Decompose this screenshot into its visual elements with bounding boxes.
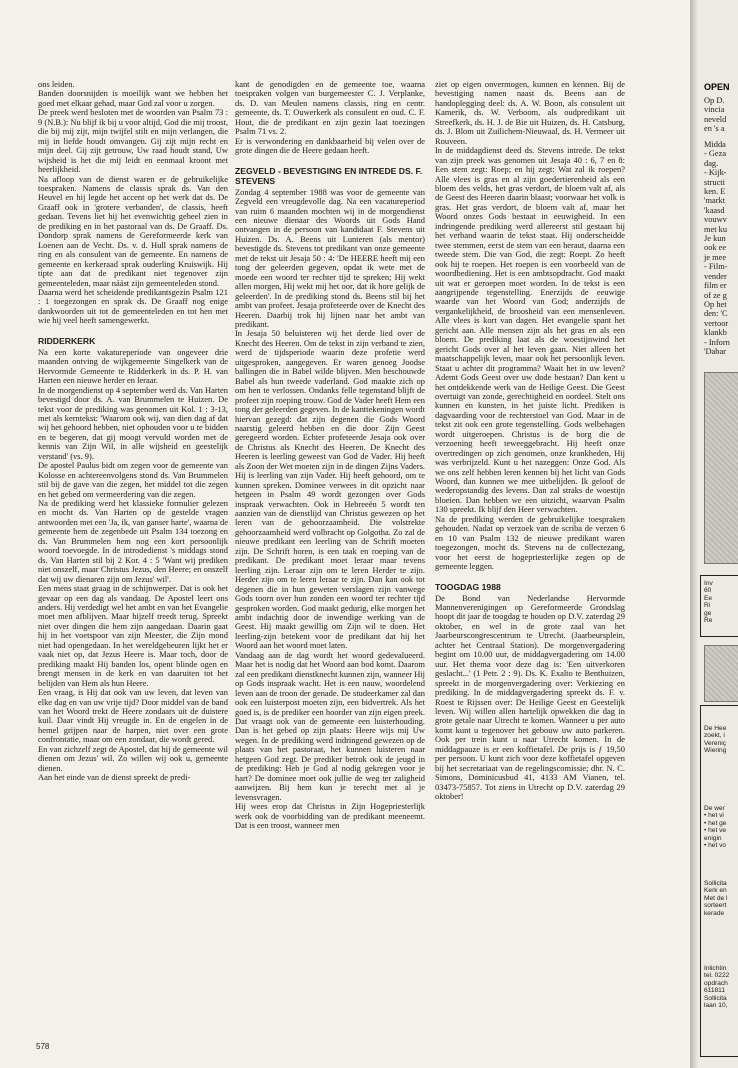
next-page-line: Op D. [704, 96, 725, 105]
paragraph: Banden doorsnijden is moeilijk want we hebben het goed met elkaar gehad, maar God zal voor u zorgen. [38, 88, 228, 108]
next-page-line: Sollicita [704, 994, 727, 1002]
next-page-line: film er [704, 281, 727, 291]
next-page-line: De wer [704, 805, 725, 812]
next-page-heading: OPEN [704, 82, 730, 92]
paragraph: Na de prediking werd het klassieke formulier gelezen en mocht ds. Van Harten op de gestelde vragen antwoorden met een 'Ja, ik, van ganser harte', waarna de gemeente hem de zegenbede uit Psalm 134 toezong en ds. Van Brummelen hem nog een kort persoonlijk woord toevoegde. In de introdedienst 's middags stond ds. Van Harten stil bij 2 Kor. 4 : 5 'Want wij prediken niet onszelf, maar Christus Jezus, den Heere; en onszelf dat wij uw dienaren zijn om Jezus' wil'. [38, 498, 228, 584]
next-page-line: • het vi [704, 812, 724, 820]
paragraph: Aan het einde van de dienst spreekt de predi- [38, 772, 191, 783]
next-page-line: Ee [704, 594, 713, 602]
next-page-line: Inlichtin [704, 965, 727, 972]
next-page-line: neveld [704, 114, 727, 124]
next-page-line: tel. 0222 [704, 972, 730, 980]
column-1 [38, 80, 228, 1052]
paragraph: De Bond van Nederlandse Hervormde Mannenverenigingen op Gereformeerde Grondslag hoopt dit jaar de toogdag te houden op D.V. zaterdag 29 oktober, en wel in de grote zaal van het Jaarbeurscongrescentrum te Utrecht. (Jaarbeursplein, achter het Centraal Station). De morgenvergadering begint om 10.00 uur, de middagvergadering om 14.00 uur. Het thema voor deze dag is: 'Een uitverkoren geslacht...' (1 Petr. 2 : 9). Ds. K. Exalto te Benthuizen, spreekt in de morgenvergadering over: Verkiezing en prediking. In de middagvergadering spreekt ds. F. v. Roest te Rijssen over: De Heilige Geest en Geestelijk leven. Wij willen allen hartelijk opwekken die dag in grote getale naar Utrecht te komen. Wanneer u per auto komt kunt u tegenover het gebouw uw auto parkeren. Ook per trein kunt u naar Utrecht komen. In de middagpauze is er een koffietafel. De prijs is ƒ 19,50 per persoon. U kunt zich voor deze koffietafel opgeven bij het secretariaat van de regelingscomissie; dhr. N. C. Simons, Dominicusbud 41, 4133 AM Vianen, tel. 03473-75857. Tot ziens in Utrecht op D.V. zaterdag 29 oktober! [435, 592, 625, 802]
next-page-line: zoekt, i [704, 732, 725, 740]
next-page-line: of ze g [704, 290, 727, 300]
paragraph: Een vraag, is Hij dat ook van uw leven, dat leven van elke dag en van uw vrije tijd? Door middel van de band van het Woord trekt de Heere zondaars uit de duistere kuil. Daar vindt Hij vreugde in. En de engelen in de hemel grijpen naar de harpen, niet over een grote confrontatie, maar om een zondaar, die wordt gered. [38, 687, 228, 745]
paragraph: Er is verwondering en dankbaarheid bij velen over de grote dingen die de Heere gedaan heeft. [235, 135, 425, 156]
next-page-line: 'kaasd [704, 205, 725, 215]
next-page-line: Ri [704, 602, 711, 610]
next-page-line: met ku [704, 224, 728, 234]
next-page-line: • het ve [704, 827, 727, 835]
paragraph: ziet op eigen onvermogen, kunnen en kennen. Bij de bevestiging namen naast ds. Beens aan de handoplegging deel: ds. A. W. Boon, als consulent uit Kamerik, ds. W. Verboom, als oudpredikant uit Streefkerk, ds. H. J. de Bie uit Huizen, ds. H. Catsburg, ds. J. Blom uit Zuilichem-Nieuwaal, ds. H. Vermeer uit Rouveen. [435, 80, 625, 146]
next-page-line: vincia [704, 105, 725, 115]
next-page-line: - Kijk- [704, 168, 727, 178]
page-number: 578 [36, 1042, 50, 1051]
section-heading-zegveld: ZEGVELD - BEVESTIGING EN INTREDE DS. F. STEVENS [235, 165, 423, 186]
column-3 [435, 80, 625, 1052]
paragraph: ons leiden. [38, 80, 75, 89]
next-page-line: den: 'C [704, 309, 728, 319]
next-page-line: ook ee [704, 243, 727, 253]
next-page-line: 60 [704, 587, 712, 595]
next-page-line: - Inforn [704, 337, 730, 347]
paragraph: Na afloop van de dienst waren er de gebruikelijke toespraken. Namens de classis sprak ds. Van den Heuvel en hij legde het accent op het werk dat ds. De Graaff ook in 'grotere verbanden', de classis, heeft gedaan. Tevens liet hij het evenwichtig geheel zien in de prediking en in het pastoraal van ds. De Graaff. Ds. Dondorp sprak namens de Gereformeerde kerk van Loenen aan de Vecht. Ds. v. d. Hull sprak namens de ring en als consulent van de gemeente. En namens de gemeente en kerkeraad sprak ouderling Kruiswijk. Hij tipte aan dat de predikant niet tegenover zijn gemeenteleden, maar náást zijn gemeenteleden stond. [38, 173, 228, 288]
paragraph: Na een korte vakatureperiode van ongeveer drie maanden ontving de wijkgemeente Singelkerk van de Hervormde Gemeente te Ridderkerk in ds. P. H. van Harten een nieuwe herder en leraar. [38, 346, 228, 386]
next-page-ad-text [704, 880, 727, 917]
page-gutter [690, 0, 698, 1068]
next-page-line: opdrach [704, 979, 728, 987]
next-page-line: Midda [704, 140, 726, 149]
next-page-line: vender [704, 271, 727, 281]
next-page-line: De Hee [704, 725, 727, 732]
next-page-line: Op het [704, 299, 727, 309]
paragraph: Vandaag aan de dag wordt het woord gedevalueerd. Maar het is nodig dat het Woord aan bod komt. Daarom zal een predikant dienstknecht kunnen zijn, wanneer Hij op Gods inspraak wacht. Het is een nauw, woordelend leven aan de troon der genade. De studeerkamer zal dan ook een luisterpost moeten zijn, een bidvertrek. Als het goed is, is de prediker een hoorder van zijn eigen preek. Dat vraagt ook van de gemeente een luisterhouding. Dan is het gebed op zijn plaats: Heere wijs mij Uw wegen. In de prediking werd indringend gewezen op de plaats van het pastoraat, het kunnen luisteren naar hetgeen God zegt. De prediker betrok ook de jeugd in de prediking: Heb je God al nodig gekregen voor je hart? De dominee moet ook jullie de weg ter zaligheid aanwijzen. Bij hem kun je terecht met al je levensvragen. [235, 649, 425, 802]
next-page-text-block [704, 96, 726, 134]
next-page-line: structi [704, 177, 725, 187]
next-page-photo [704, 372, 738, 564]
section-heading-toogdag: TOOGDAG 1988 [435, 581, 501, 592]
next-page-line: Wiering [704, 747, 727, 755]
next-page-line: je mee [704, 252, 727, 262]
next-page-line: Je kun [704, 234, 726, 244]
paragraph: In de morgendienst op 4 september werd ds. Van Harten bevestigd door ds. A. van Brummelen te Huizen. De tekst voor de prediking was genomen uit Kol. 1 : 3-13, met als kerntekst: 'Waarom ook wij, van dien dag af dat wij het gehoord hebben, niet ophouden voor u te bidden en te begeren, dat gij moogt vervuld worden met de kennis van Zijn Wil, in alle wijsheid en geestelijk verstand' (vs. 9). [38, 384, 228, 461]
paragraph: En van zichzelf zegt de Apostel, dat hij de gemeente wil dienen om Jezus' wil. Zo willen wij ook u, gemeente dienen. [38, 743, 228, 773]
next-page-line: ken. E [704, 187, 726, 197]
paragraph: Een mens staat graag in de schijnwerper. Dat is ook het gevaar op een dag als vandaag. De Apostel leert ons anders. Hij verdedigt wel het ambt en van het Evangelie moet men afblijven. Maar hijzelf treedt terug. Spreekt niet over dingen die hem zijn aangedaan. Daarin gaat hij in het voetspoor van zijn Meester, die Zijn mond niet had opengedaan. In het wereldgebeuren lijkt het er vaak niet op, dat Jezus Heere is. Maar toch, door de prediking maakt Hij banden los, opent blinde ogen en brengt mensen in de kerk en van daaruiten tot het belijden van Hem als hun Heere. [38, 583, 228, 688]
next-page-line: Met de l [704, 894, 728, 902]
next-page-line: klankb [704, 328, 727, 338]
next-page-line: sorteert [704, 902, 727, 910]
next-page-line: vertoor [704, 318, 729, 328]
next-page-ad-text [704, 725, 726, 755]
next-page-line: 'markt [704, 196, 726, 206]
paragraph: Na de prediking werden de gebruikelijke toespraken gehouden. Nadat op verzoek van de scriba de verzen 6 en 10 van Psalm 132 de nieuwe predikant waren toegezongen, mocht ds. Stevens na de collectezang, voor het eerst de hogepriesterlijke zegen op de gemeente leggen. [435, 513, 625, 572]
paragraph: Daarna werd het scheidende predikantsgezin Psalm 121 : 1 toegezongen en sprak ds. De Graaff nog enige dankwoorden uit tot de gemeenteleden en tot hen met wie hij veel heeft samengewerkt. [38, 286, 228, 326]
paragraph: De preek werd besloten met de woorden van Psalm 73 : 9 (N.B.): Nu blijf ik bij u voor altijd, God die mij troost, die bij mij zijt, mijn twijfel stilt en mijn verlangen, die mij in liefde houdt omvangen. Gij zijt mijn recht en mijn deel. Gij zijt getrouw, Uw raad houdt stand, Uw wijsheid is het die mij leidt en eenmaal kroont met heerlijkheid. [38, 107, 228, 175]
next-page-line: - Geza [704, 149, 727, 159]
next-page-edge [690, 0, 738, 1068]
next-page-line: ge [704, 609, 712, 617]
paragraph: Hij wees erop dat Christus in Zijn Hogepriesterlijk werk ook de voorbidding van de predikant meeneemt. Dat is een troost, wanneer men [235, 801, 425, 830]
next-page-box-text [704, 580, 713, 624]
next-page-line: enigin [704, 834, 722, 842]
next-page-ad-text [704, 965, 729, 1009]
paragraph: In Jesaja 50 beluisteren wij het derde lied over de Knecht des Heeren. Om de tekst in zijn verband te zien, werd de tijdsperiode waarin deze profetie werd uitgesproken, aangegeven. Er waren genoeg Joodse ballingen die in Babel wilde blijven. Men beschouwde Babel als hun tweede vaderland. God maakte zich op om hen te verlossen. Ondanks felle tegenstand blijft de profeet zijn roeping trouw. God de Vader heeft Hem een tong der geleerden gegeven. In de kanttekeningen wordt hiervan gezegd: dat zijn degenen die Gods Woord naarstig geleerd hebben en die door Zijn Geest geregeerd worden. Echter profeteerde Jesaja ook over de Christus als Knecht des Heeren. De Knecht des Heeren is leerling geweest van God de Vader. Hij heeft als Zoon der Wet moeten zijn in de dingen Zijns Vaders. Hij is leerling van zijn Vader. Hij heeft gehoord, om te kunnen spreken. Dominee verwees in dit opzicht naar hetgeen in Psalm 49 wordt gezongen over Gods inspraak verwachten. Ook in Hebreeën 5 wordt ten aanzien van de dienstlijd van Christus gewezen op het leren van de gehoorzaamheid. Die volstrekte gehoorzaamheid werd volbracht op Golgotha. Zo zal de nieuwe predikant een leerling van de Schrift moeten zijn. De Schrift horen, is een taak en roeping van de predikant. De predikant moet leraar maar tevens leerling zijn. Leraar zijn om te leren Herder te zijn. Herder zijn om te leren leraar te zijn. Dan kan ook tot degenen die in hun geweten verslagen zijn vanwege Gods toorn over hun zonden een woord ter rechter tijd gesproken worden. God maakt gedurig, elke morgen het ambt indachtig door de inwendige werking van de Geest. Hij maakt gewillig om Zijn wil te doen. Het leerling-zijn betekent voor de predikant dat hij het Woord aan het woord moet laten. [235, 328, 425, 651]
next-page-line: - Film- [704, 262, 728, 272]
next-page-text-block [704, 140, 730, 356]
next-page-line: Vereniç [704, 739, 726, 747]
paragraph: kant de genodigden en de gemeente toe, waarna toespraken volgen van burgemeester C. J. Verplanke, ds. D. van Meulen namens classis, ring en centr. gemeente, ds. T. Ouwerkerk als consulent en oud. C. F. Hout, die de predikant en zijn gezin laat toezingen Psalm 71 vs. 2. [235, 80, 425, 137]
section-heading-ridderkerk: RIDDERKERK [38, 335, 96, 346]
next-page-line: Re [704, 617, 713, 625]
paragraph: De apostel Paulus bidt om zegen voor de gemeente van Kolosse en achtereenvolgens stond ds. Van Brummelen stil bij de gave van die zegen, het middel tot die zegen en het gebed om vermeerdering van die zegen. [38, 460, 228, 499]
next-page-logo-image [704, 645, 738, 702]
next-page-line: 611811 [704, 987, 726, 995]
next-page-line: Kerk en [704, 887, 727, 895]
column-2 [235, 80, 425, 1052]
next-page-ad-text [704, 805, 726, 849]
next-page-line: • het vo [704, 842, 727, 850]
next-page-line: laan 10, [704, 1002, 728, 1010]
next-page-line: Sollicita [704, 880, 727, 887]
next-page-line: • het ge [704, 819, 727, 827]
next-page-line: 'Dabar [704, 346, 726, 356]
paragraph: In de middagdienst deed ds. Stevens intrede. De tekst van zijn preek was genomen uit Jesaja 40 : 6, 7 en 8: Een stem zegt: Roep; en hij zegt: Wat zal ik roepen? Alle vlees is gras en al zijn goedertierenheid als een bloem des velds, het gras verdort, de bloem valt af, als de Geest des Heeren daarin blaast; voorwaar het volk is gras. Het gras verdort, de bloem valt af, maar het Woord onzes Gods bestaat in eeuwigheid. In een indringende prediking werd allereerst stil gestaan bij het verband waarin de tekst staat. Hij onderscheidde twee stemmen, eerst de stem van een heraut, daarna een tweede stem. Die van God, die zegt: Roept. Zo heeft ook hij te roepen. Het roepen is een voorbeeld van de woordbediening. Het is een ambtsopdracht. God maakt uit wat er geroepen moet worden. In de tekst is een aangrijpende tegenstelling. Enerzijds de eeuwige waarde van het Woord van God; anderzijds de vergankelijkheid, de broosheid van een mensenleven. Alle vlees is kort van dagen. Het evangelie spant het gericht aan. Alle mensen zijn als het gras en als een bloem. De prediking laat als de woestijnwind het gericht Gods over al het leven gaan. Niet alleen het maatschappelijk leven, maar ook het persoonlijk leven. Staat u achter dit programma? Waait het in uw leven? Ademt Gods Geest over uw dode bestaan? Dan kent u het ontdekkende werk van de Heilige Geest. Die Geest overtuigt van zonde, gerechtigheid en oordeel. Stelt ons kunnen en kunsten, in het juiste licht. Prediken is dagvaarding voor de rechterstoel van God. Maar in de tekst zit ook een grote tegenstelling. Gods welbehagen wordt uitgeroepen. Christus is de borg die de verzoening heeft teweeggebracht. Hij heeft onze overtredingen op zich genomen, onze krankheden, Hij was verbrijzeld. Kunt u het nazeggen: Onze God. Als we ons zelf hebben leren kennen bij het licht van Gods Woord, dan kunnen we mee uitbelijden. Ik geloof de wederopstandig des levens. Dan zal straks de woestijn bloeien. Dan hebben we een uitzicht, waarvan Psalm 130 spreekt. Ik blijf den Heer verwachten. [435, 145, 625, 515]
next-page-line: dag. [704, 158, 719, 168]
next-page-line: vouwv [704, 215, 727, 225]
paragraph: Zondag 4 september 1988 was voor de gemeente van Zegveld een vreugdevolle dag. Na een vacatureperiod van ruim 6 maanden mochten wij in de morgendienst een nieuwe dienaar des Woords uit Gods Hand ontvangen in de persoon van kandidaat F. Stevens uit Huizen. Ds. A. Beens uit Lunteren (als mentor) bevestigde ds. Stevens tot predikant van onze gemeente met de tekst uit Jesaja 50 : 4: 'De HEERE heeft mij een tong der geleerden gegeven, opdat ik wete met de moede een woord ter rechter tijd te spreken; Hij wekt allen morgen, Hij wekt mij het oor, dat ik hore gelijk de geleerden'. In de prediking stond ds. Beens stil bij het ambt van profeet. Jesaja profeteerde over de Knecht des Heeren. Daarbij trok hij lijnen naar het ambt van predikant. [235, 186, 425, 329]
next-page-line: kerade [704, 909, 725, 917]
next-page-line: en 's a [704, 124, 725, 134]
next-page-line: Inv [704, 580, 713, 587]
